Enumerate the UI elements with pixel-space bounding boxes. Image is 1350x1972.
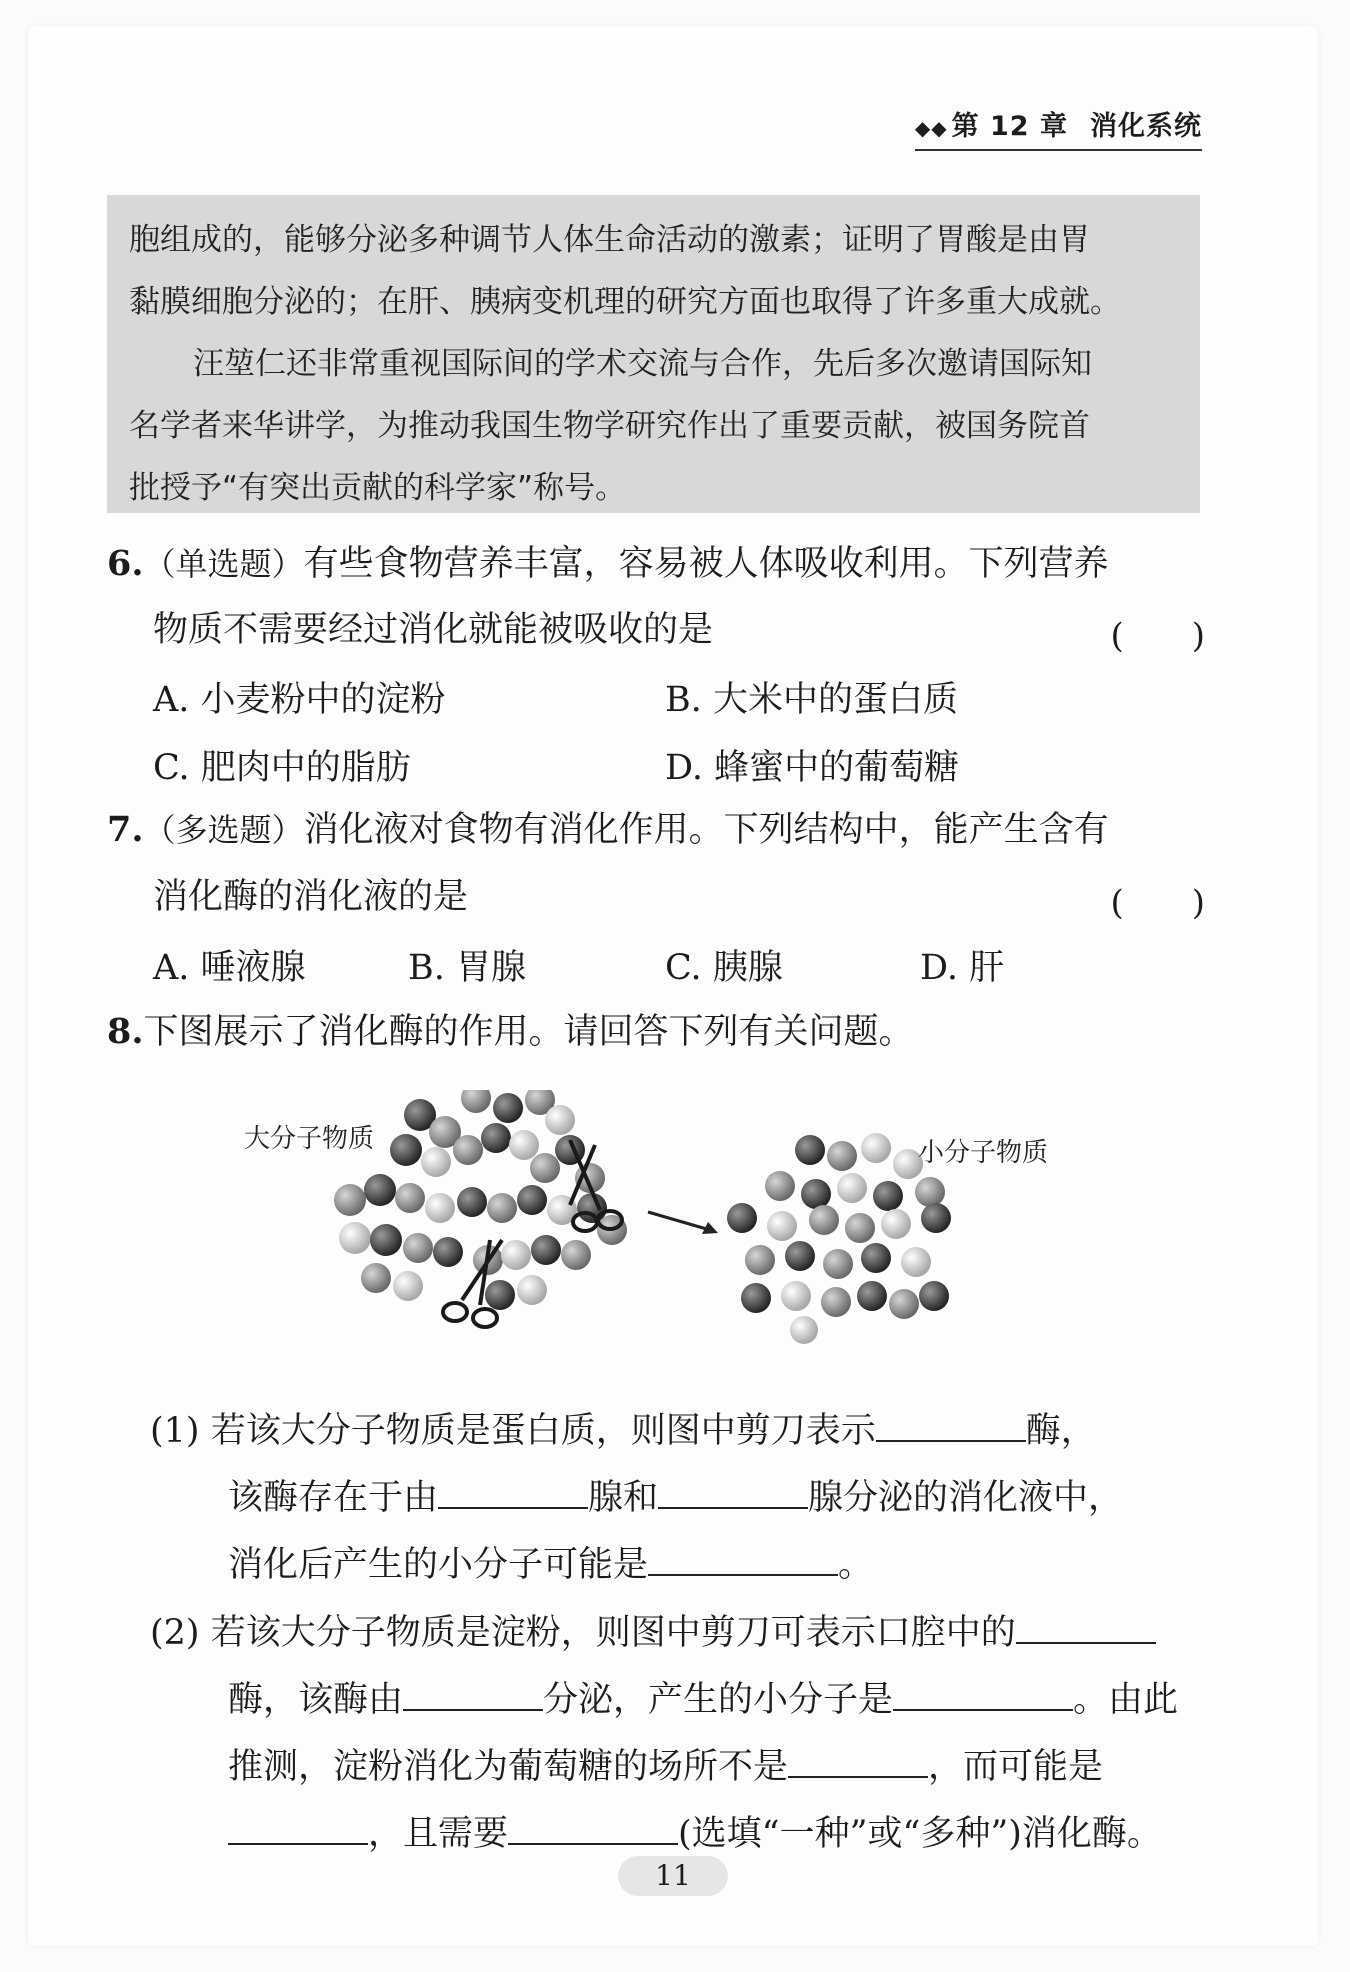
diamond-icon: ◆◆: [914, 116, 948, 140]
reading-line: 胞组成的，能够分泌多种调节人体生命活动的激素；证明了胃酸是由胃: [129, 222, 1090, 258]
option-c[interactable]: C. 胰腺: [665, 948, 783, 988]
answer-blank[interactable]: [403, 1679, 543, 1711]
answer-blank[interactable]: [438, 1477, 588, 1509]
question-stem: 下图展示了消化酶的作用。请回答下列有关问题。: [143, 1012, 914, 1052]
question-type: （单选题）: [143, 545, 304, 583]
answer-bracket[interactable]: ( ): [1110, 883, 1205, 923]
subquestion-text: 腺分泌的消化液中，: [808, 1478, 1124, 1518]
question-8-line1: [107, 998, 914, 1066]
enzyme-figure: [240, 1090, 1060, 1360]
subquestion-text: 推测，淀粉消化为葡萄糖的场所不是: [228, 1747, 789, 1787]
subquestion-text: ，且需要: [368, 1814, 509, 1854]
answer-blank[interactable]: [228, 1813, 368, 1845]
subquestion-1: [150, 1398, 1210, 1599]
answer-blank[interactable]: [508, 1813, 678, 1845]
option-d[interactable]: D. 肝: [920, 948, 1005, 988]
option-a[interactable]: A. 唾液腺: [153, 948, 306, 988]
subquestion-text: 腺和: [588, 1478, 659, 1518]
subquestion-text: 若该大分子物质是蛋白质，则图中剪刀表示: [210, 1411, 876, 1451]
subquestion-text: 消化后产生的小分子可能是: [228, 1545, 649, 1585]
option-c[interactable]: C. 肥肉中的脂肪: [153, 748, 411, 788]
page-number: 11: [618, 1856, 728, 1896]
question-6-line2: 物质不需要经过消化就能被吸收的是: [153, 610, 714, 650]
subquestion-text: 若该大分子物质是淀粉，则图中剪刀可表示口腔中的: [210, 1613, 1016, 1653]
question-7-line2: 消化酶的消化液的是: [153, 877, 469, 917]
answer-bracket[interactable]: ( ): [1110, 616, 1205, 656]
question-6-line1: [107, 530, 1109, 598]
question-7-line1: [107, 796, 1109, 864]
section-title: 消化系统: [1090, 111, 1202, 142]
subquestion-number: (1): [150, 1411, 200, 1451]
option-b[interactable]: B. 大米中的蛋白质: [665, 680, 958, 720]
subquestion-text: 酶，该酶由: [228, 1680, 404, 1720]
chapter-title: 第 12 章: [951, 111, 1068, 142]
answer-blank[interactable]: [1016, 1612, 1156, 1644]
subquestion-text: 。由此: [1073, 1680, 1179, 1720]
option-b[interactable]: B. 胃腺: [408, 948, 526, 988]
label-small-molecule: 小分子物质: [918, 1138, 1049, 1168]
subquestion-line: [150, 1667, 1210, 1734]
question-number: 7.: [107, 809, 144, 850]
question-type: （多选题）: [143, 811, 304, 849]
subquestion-text: 。: [838, 1545, 874, 1585]
subquestion-number: (2): [150, 1613, 200, 1653]
answer-blank[interactable]: [893, 1679, 1073, 1711]
reading-line: 黏膜细胞分泌的；在肝、胰病变机理的研究方面也取得了许多重大成就。: [129, 284, 1121, 320]
option-a[interactable]: A. 小麦粉中的淀粉: [153, 680, 446, 720]
subquestion-text: (选填“一种”或“多种”)消化酶。: [678, 1814, 1162, 1854]
answer-blank[interactable]: [658, 1477, 808, 1509]
chapter-header: [915, 104, 1202, 151]
question-number: 8.: [107, 1011, 144, 1052]
question-number: 6.: [107, 543, 144, 584]
subquestion-text: ，而可能是: [928, 1747, 1104, 1787]
subquestion-2: [150, 1600, 1210, 1868]
label-large-molecule: 大分子物质: [244, 1124, 375, 1154]
arrow-icon: [648, 1212, 718, 1234]
subquestion-line: [150, 1465, 1210, 1532]
reading-line: 汪堃仁还非常重视国际间的学术交流与合作，先后多次邀请国际知: [193, 346, 1092, 382]
reading-line: 批授予“有突出贡献的科学家”称号。: [129, 470, 627, 506]
option-d[interactable]: D. 蜂蜜中的葡萄糖: [665, 748, 960, 788]
large-molecule-chain: [334, 1090, 627, 1310]
reading-line: 名学者来华讲学，为推动我国生物学研究作出了重要贡献，被国务院首: [129, 408, 1090, 444]
answer-blank[interactable]: [876, 1410, 1026, 1442]
reading-box: [107, 195, 1200, 513]
subquestion-text: 酶，: [1025, 1411, 1096, 1451]
answer-blank[interactable]: [648, 1544, 838, 1576]
answer-blank[interactable]: [788, 1746, 928, 1778]
subquestion-text: 分泌，产生的小分子是: [543, 1680, 894, 1720]
subquestion-line: [150, 1532, 1210, 1599]
subquestion-text: 该酶存在于由: [228, 1478, 439, 1518]
subquestion-line: [150, 1734, 1210, 1801]
question-stem: 消化液对食物有消化作用。下列结构中，能产生含有: [303, 810, 1109, 850]
question-stem: 有些食物营养丰富，容易被人体吸收利用。下列营养: [303, 544, 1109, 584]
